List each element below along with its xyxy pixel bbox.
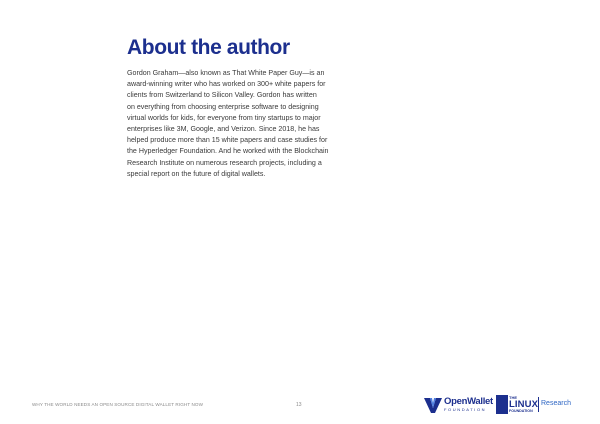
lf-the-text: THE: [509, 395, 517, 400]
author-bio: [127, 68, 355, 180]
page-title: About the author: [127, 36, 290, 59]
linux-foundation-research-logo: [496, 395, 570, 415]
bio-line: helped produce more than 15 white papers and case studies for: [127, 136, 328, 145]
bio-line: award-winning writer who has worked on 300+ white papers for: [127, 80, 326, 89]
footer-report-title: WHY THE WORLD NEEDS AN OPEN SOURCE DIGITAL WALLET RIGHT NOW: [32, 402, 204, 407]
openwallet-name: OpenWallet: [444, 396, 493, 407]
openwallet-logo-icon: [424, 396, 442, 413]
linux-foundation-logo-icon: [496, 395, 508, 414]
bio-line: Research Institute on numerous research projects, including a: [127, 158, 322, 167]
bio-line: the Hyperledger Foundation. And he worked with the Blockchain: [127, 147, 329, 156]
bio-line: clients from Switzerland to Silicon Valley. Gordon has written: [127, 91, 317, 100]
page-number: 13: [296, 402, 302, 408]
bio-line: virtual worlds for kids, for everyone from tiny startups to major: [127, 113, 321, 122]
lf-foundation-text: FOUNDATION: [509, 409, 533, 413]
bio-line: enterprises like 3M, Google, and Verizon. Since 2018, he has: [127, 125, 320, 134]
openwallet-subtitle: FOUNDATION: [444, 407, 487, 412]
bio-line: special report on the future of digital wallets.: [127, 169, 266, 178]
bio-line: Gordon Graham—also known as That White Paper Guy—is an: [127, 69, 325, 77]
bio-line: on everything from choosing enterprise software to designing: [127, 102, 319, 111]
logo-divider: [538, 397, 539, 412]
lf-research-text: Research: [541, 400, 571, 407]
lf-linux-text: LINUX: [509, 399, 538, 410]
openwallet-logo: [424, 395, 500, 415]
